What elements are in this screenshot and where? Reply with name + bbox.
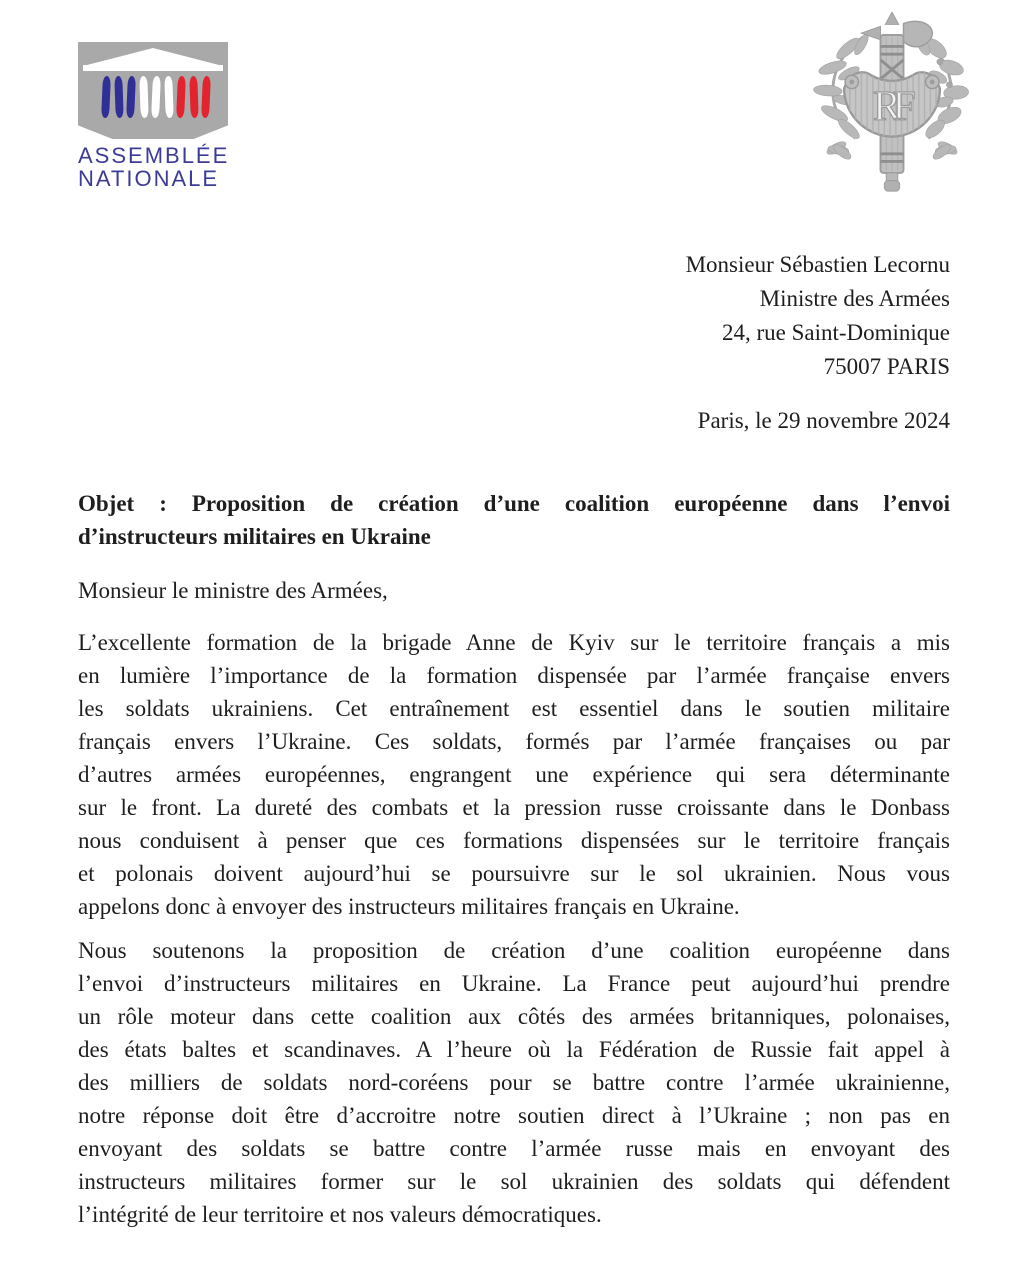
text-line: Objet : Proposition de création d’une coalition européenne dans l’envoi <box>78 491 950 516</box>
an-wordmark-line2: NATIONALE <box>78 166 220 191</box>
column-white <box>139 76 148 118</box>
column-blue <box>101 76 111 118</box>
text-line: un rôle moteur dans cette coalition aux côtés des armées britanniques, polonaises, <box>78 1004 950 1029</box>
text-line: appelons donc à envoyer des instructeurs militaires français en Ukraine. <box>78 894 740 919</box>
text-line: L’excellente formation de la brigade Anne de Kyiv sur le territoire français a mis <box>78 630 950 655</box>
column-red <box>189 76 198 118</box>
beam-shape <box>83 65 223 71</box>
text-line: Ministre des Armées <box>759 286 950 311</box>
an-wordmark-line1: ASSEMBLÉE <box>78 143 230 168</box>
text-line: et polonais doivent aujourd’hui se poursuivre sur le sol ukrainien. Nous vous <box>78 861 950 886</box>
text-line: des milliers de soldats nord-coréens pour se battre contre l’armée ukrainienne, <box>78 1070 950 1095</box>
text-line: français envers l’Ukraine. Ces soldats, formés par l’armée françaises ou par <box>78 729 950 754</box>
text-line: l’intégrité de leur territoire et nos valeurs démocratiques. <box>78 1202 602 1227</box>
column-red <box>176 76 186 118</box>
text-line: 75007 PARIS <box>823 354 950 379</box>
column-blue <box>114 76 123 118</box>
recipient-address <box>78 248 950 384</box>
column-red <box>201 76 211 118</box>
an-wordmark <box>78 144 230 190</box>
rf-monogram: RF <box>872 83 908 131</box>
assemblee-nationale-logo <box>78 42 230 190</box>
text-line: Monsieur Sébastien Lecornu <box>685 252 950 277</box>
an-building-icon <box>78 42 228 139</box>
text-line: nous conduisent à penser que ces formations dispensées sur le territoire français <box>78 828 950 853</box>
column-white <box>164 76 173 118</box>
body-paragraph-2 <box>78 934 950 1231</box>
text-line: sur le front. La dureté des combats et la pression russe croissante dans le Donbass <box>78 795 950 820</box>
text-line: des états baltes et scandinaves. A l’heure où la Fédération de Russie fait appel à <box>78 1037 950 1062</box>
text-line: 24, rue Saint-Dominique <box>721 320 950 345</box>
text-line: l’envoi d’instructeurs militaires en Ukraine. La France peut aujourd’hui prendre <box>78 971 950 996</box>
text-line: d’instructeurs militaires en Ukraine <box>78 524 431 549</box>
pediment-icon <box>87 48 219 65</box>
text-line: notre réponse doit être d’accroitre notre soutien direct à l’Ukraine ; non pas en <box>78 1103 950 1128</box>
text-line: d’autres armées européennes, engrangent une expérience qui sera déterminante <box>78 762 950 787</box>
text-line: instructeurs militaires former sur le sol ukrainien des soldats qui défendent <box>78 1169 950 1194</box>
body-paragraph-1 <box>78 626 950 923</box>
date-line: Paris, le 29 novembre 2024 <box>697 408 950 433</box>
column-blue <box>126 76 136 118</box>
text-line: les soldats ukrainiens. Cet entraînement est essentiel dans le soutien militaire <box>78 696 950 721</box>
salutation: Monsieur le ministre des Armées, <box>78 578 388 603</box>
flag-columns-icon <box>102 76 210 118</box>
column-white <box>151 76 161 118</box>
text-line: envoyant des soldats se battre contre l’armée russe mais en envoyant des <box>78 1136 950 1161</box>
subject-line <box>78 487 950 553</box>
text-line: en lumière l’importance de la formation dispensée par l’armée française envers <box>78 663 950 688</box>
republique-francaise-emblem <box>796 12 988 194</box>
text-line: Nous soutenons la proposition de création d’une coalition européenne dans <box>78 938 950 963</box>
